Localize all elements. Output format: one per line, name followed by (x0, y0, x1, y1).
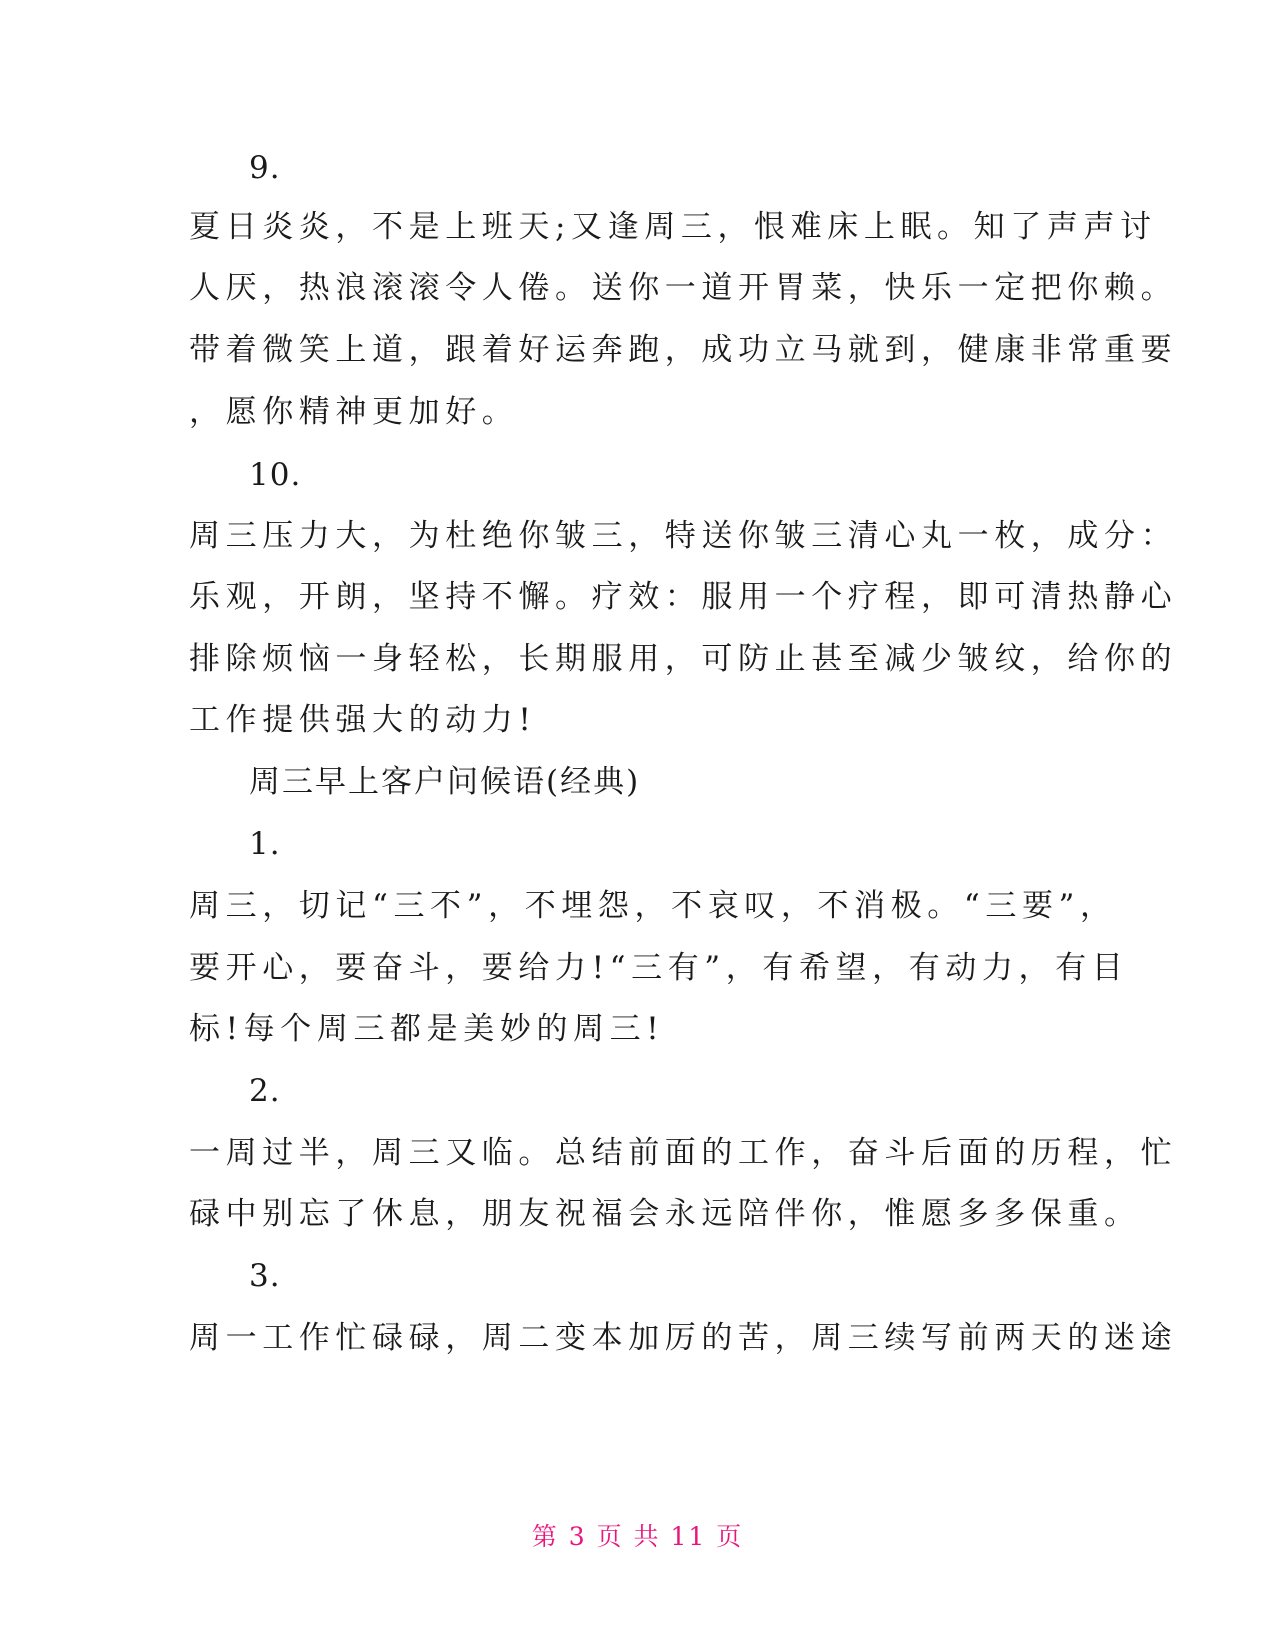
item-number: 1. (249, 826, 281, 862)
paragraph-line: 排除烦恼一身轻松，长期服用，可防止甚至减少皱纹，给你的 (189, 641, 1178, 677)
item-number: 2. (249, 1073, 281, 1109)
paragraph-line: 人厌，热浪滚滚令人倦。送你一道开胃菜，快乐一定把你赖。 (189, 270, 1178, 306)
paragraph-line: 要开心，要奋斗，要给力!“三有”，有希望，有动力，有目 (189, 950, 1129, 986)
item-number: 10. (249, 457, 302, 493)
paragraph-line: 带着微笑上道，跟着好运奔跑，成功立马就到，健康非常重要 (189, 332, 1178, 368)
paragraph-line: 乐观，开朗，坚持不懈。疗效：服用一个疗程，即可清热静心 (189, 579, 1178, 615)
section-heading: 周三早上客户问候语(经典) (249, 764, 641, 800)
paragraph-line: 一周过半，周三又临。总结前面的工作，奋斗后面的历程，忙 (189, 1135, 1178, 1171)
paragraph-line: 标!每个周三都是美妙的周三! (189, 1011, 665, 1047)
paragraph-line: 碌中别忘了休息，朋友祝福会永远陪伴你，惟愿多多保重。 (189, 1196, 1141, 1232)
paragraph-line: 周三压力大，为杜绝你皱三，特送你皱三清心丸一枚，成分： (189, 518, 1178, 554)
paragraph-line: 工作提供强大的动力! (189, 702, 537, 738)
page-footer: 第 3 页 共 11 页 (531, 1522, 744, 1551)
paragraph-line: 周一工作忙碌碌，周二变本加厉的苦，周三续写前两天的迷途 (189, 1320, 1178, 1356)
item-number: 3. (249, 1258, 281, 1294)
paragraph-line: ，愿你精神更加好。 (189, 394, 519, 430)
paragraph-line: 周三，切记“三不”，不埋怨，不哀叹，不消极。“三要”， (189, 888, 1117, 924)
paragraph-line: 夏日炎炎，不是上班天;又逢周三，恨难床上眠。知了声声讨 (189, 209, 1157, 245)
item-number: 9. (249, 150, 281, 186)
